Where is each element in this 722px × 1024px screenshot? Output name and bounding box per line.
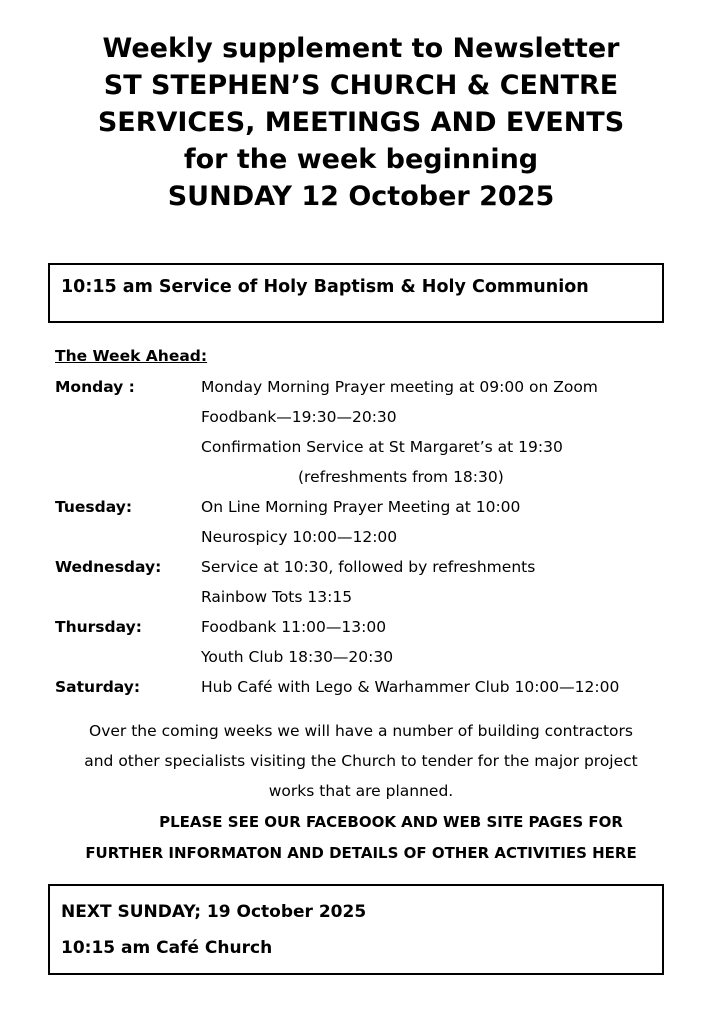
title-line-2: ST STEPHEN’S CHURCH & CENTRE bbox=[103, 70, 619, 101]
day-label-thursday: Thursday: bbox=[55, 618, 142, 636]
event-item: Foodbank—19:30—20:30 bbox=[201, 408, 397, 426]
notice-line-1: Over the coming weeks we will have a number of building contractors bbox=[89, 722, 633, 740]
next-sunday-service: 10:15 am Café Church bbox=[61, 938, 273, 958]
event-item: Confirmation Service at St Margaret’s at 19:30 bbox=[201, 438, 563, 456]
contractors-notice bbox=[0, 716, 722, 806]
event-item: Hub Café with Lego & Warhammer Club 10:00—12:00 bbox=[201, 678, 620, 696]
day-label-tuesday: Tuesday: bbox=[55, 498, 133, 516]
day-label-saturday: Saturday: bbox=[55, 678, 141, 696]
event-item: Monday Morning Prayer meeting at 09:00 on Zoom bbox=[201, 378, 598, 396]
notice-line-2: and other specialists visiting the Church to tender for the major project bbox=[84, 752, 638, 770]
title-line-3: SERVICES, MEETINGS AND EVENTS bbox=[97, 107, 625, 138]
event-item-note: (refreshments from 18:30) bbox=[298, 468, 504, 486]
event-item: Service at 10:30, followed by refreshments bbox=[201, 558, 536, 576]
title-line-5: SUNDAY 12 October 2025 bbox=[167, 181, 555, 212]
day-label-wednesday: Wednesday: bbox=[55, 558, 162, 576]
day-label-monday: Monday : bbox=[55, 378, 135, 396]
event-item: Neurospicy 10:00—12:00 bbox=[201, 528, 398, 546]
facebook-notice-line-2: FURTHER INFORMATON AND DETAILS OF OTHER ACTIVITIES HERE bbox=[85, 844, 637, 862]
notice-line-3: works that are planned. bbox=[268, 782, 454, 800]
event-item: Foodbank 11:00—13:00 bbox=[201, 618, 387, 636]
event-item: Youth Club 18:30—20:30 bbox=[201, 648, 394, 666]
week-ahead-heading: The Week Ahead: bbox=[55, 347, 208, 365]
title-line-1: Weekly supplement to Newsletter bbox=[102, 33, 620, 64]
sunday-service-box bbox=[48, 263, 664, 323]
event-item: On Line Morning Prayer Meeting at 10:00 bbox=[201, 498, 521, 516]
event-item: Rainbow Tots 13:15 bbox=[201, 588, 353, 606]
next-sunday-box bbox=[48, 884, 664, 975]
page-title bbox=[0, 30, 722, 215]
next-sunday-date: NEXT SUNDAY; 19 October 2025 bbox=[61, 902, 367, 922]
sunday-service-text: 10:15 am Service of Holy Baptism & Holy Communion bbox=[61, 277, 589, 297]
facebook-notice bbox=[0, 807, 722, 869]
title-line-4: for the week beginning bbox=[183, 144, 539, 175]
facebook-notice-line-1: PLEASE SEE OUR FACEBOOK AND WEB SITE PAGES FOR bbox=[159, 813, 623, 831]
